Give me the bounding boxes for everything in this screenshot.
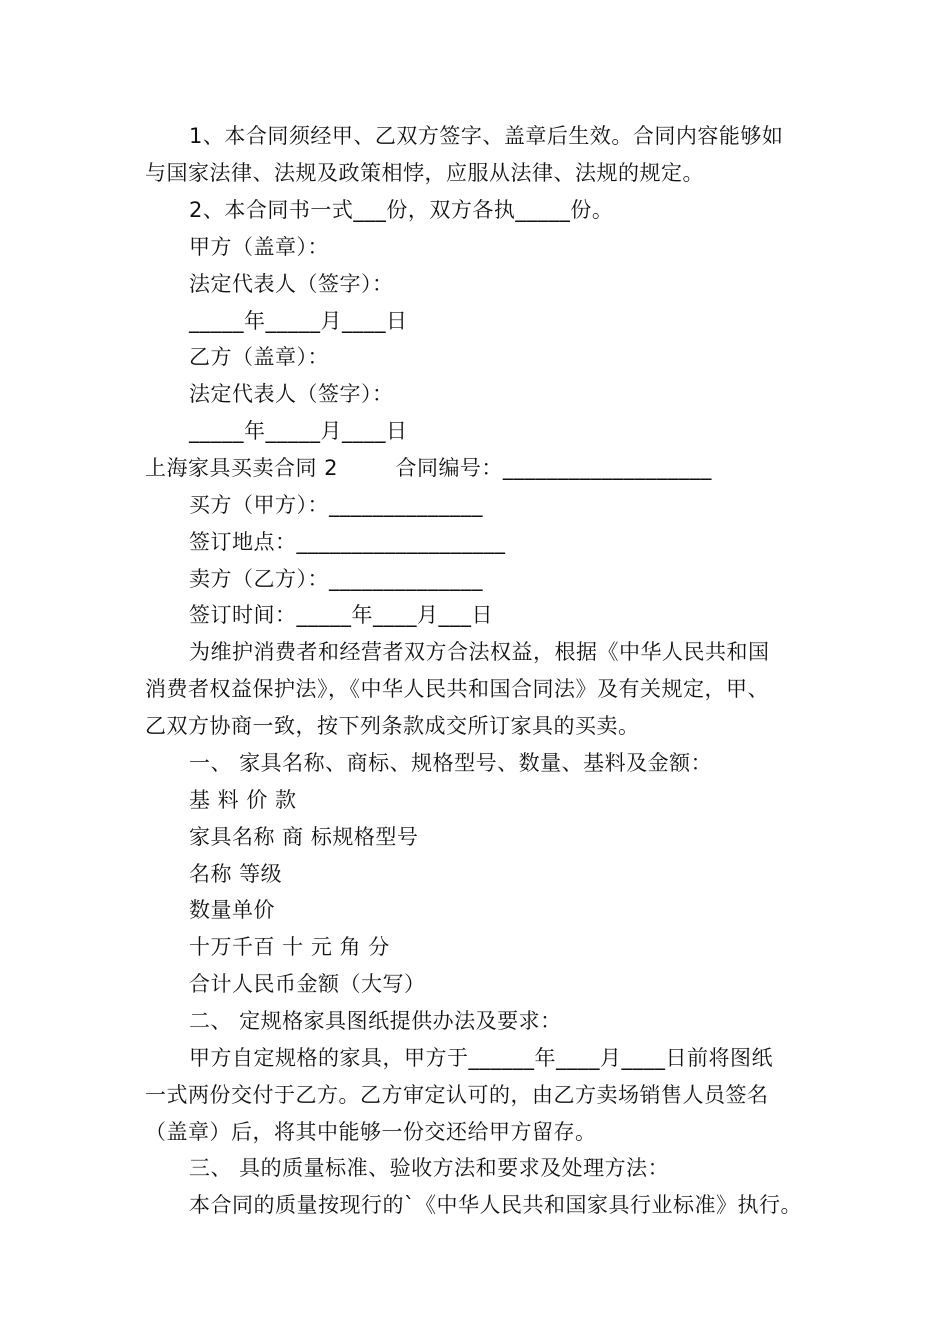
party-a-seal: 甲方（盖章）：	[189, 235, 329, 259]
total-amount-label: 合计人民币金额（大写）	[189, 972, 426, 996]
table-header-1: 基 料 价 款	[189, 788, 297, 812]
section-3-heading: 三、 具的质量标准、验收方法和要求及处理方法：	[189, 1156, 670, 1180]
party-b-date: _____年_____月____日	[189, 419, 408, 443]
table-header-3: 名称 等级	[189, 862, 283, 886]
section-2-line-2: 一式两份交付于乙方。乙方审定认可的，由乙方卖场销售人员签名	[145, 1083, 769, 1107]
clause-2-copies: 2、本合同书一式___份，双方各执_____份。	[189, 198, 614, 222]
party-a-representative: 法定代表人（签字）：	[189, 272, 394, 296]
buyer-field: 买方（甲方）：______________	[189, 493, 483, 517]
table-header-4: 数量单价	[189, 898, 275, 922]
contract-title: 上海家具买卖合同 2 合同编号：___________________	[145, 456, 712, 480]
section-2-heading: 二、 定规格家具图纸提供办法及要求：	[189, 1009, 562, 1033]
preamble-line-2: 消费者权益保护法》，《中华人民共和国合同法》及有关规定，甲、	[145, 677, 769, 701]
section-1-heading: 一、 家具名称、商标、规格型号、数量、基料及金额：	[189, 751, 713, 775]
clause-1-line-1: 1、本合同须经甲、乙双方签字、盖章后生效。合同内容能够如	[189, 124, 784, 148]
party-b-representative: 法定代表人（签字）：	[189, 382, 394, 406]
section-2-line-1: 甲方自定规格的家具，甲方于______年____月____日前将图纸	[189, 1046, 773, 1070]
table-header-5: 十万千百 十 元 角 分	[189, 935, 390, 959]
party-a-date: _____年_____月____日	[189, 309, 408, 333]
signing-time-field: 签订时间：_____年____月___日	[189, 603, 493, 627]
preamble-line-3: 乙双方协商一致，按下列条款成交所订家具的买卖。	[145, 714, 640, 738]
section-2-line-3: （盖章）后，将其中能够一份交还给甲方留存。	[145, 1120, 597, 1144]
clause-1-line-2: 与国家法律、法规及政策相悖，应服从法律、法规的规定。	[145, 161, 704, 185]
seller-field: 卖方（乙方）：______________	[189, 567, 483, 591]
party-b-seal: 乙方（盖章）：	[189, 345, 329, 369]
preamble-line-1: 为维护消费者和经营者双方合法权益，根据《中华人民共和国	[189, 640, 770, 664]
section-3-line-1: 本合同的质量按现行的`《中华人民共和国家具行业标准》执行。	[189, 1193, 802, 1217]
signing-place-field: 签订地点：___________________	[189, 530, 506, 554]
table-header-2: 家具名称 商 标规格型号	[189, 825, 419, 849]
